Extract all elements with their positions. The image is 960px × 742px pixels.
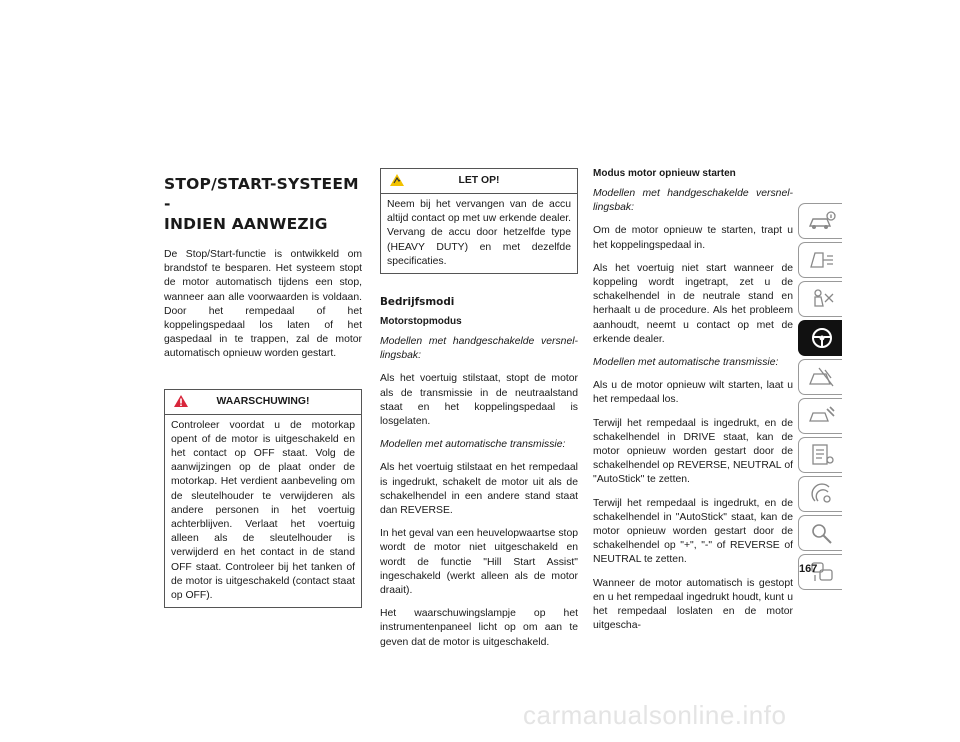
stop-mode-heading: Motorstopmodus [380, 316, 462, 328]
caution-box [380, 168, 578, 274]
stop-hill-text: In het geval van een heuvelopwaartse stop wordt de motor niet uitgeschakeld en wordt de functie "Hill Start Assist" ingeschakeld (werkt alleen als de motor draait). [380, 528, 578, 597]
warning-box [164, 389, 362, 609]
section-title-line2: INDIEN AANWEZIG [164, 215, 328, 233]
restart-auto-text1: Als u de motor opnieuw wilt starten, laat u het rempedaal los. [593, 380, 793, 406]
stop-auto-text: Als het voertuig stilstaat en het rempedaal is ingedrukt, schakelt de motor uit als de schakelhendel in een andere stand staat dan REVERSE. [380, 462, 578, 517]
column-middle [380, 168, 578, 659]
page-number: 167 [799, 563, 818, 575]
chapter-tabs [798, 203, 842, 593]
service-icon [807, 403, 837, 429]
tab-specifications[interactable] [798, 437, 842, 473]
tab-car-info[interactable] [798, 203, 842, 239]
restart-auto-text3: Terwijl het rempedaal is ingedrukt, en de schakelhendel in "AutoStick" staat, kan de motor opnieuw worden gestart door de schakelhendel op "+", "-" of REVERSE of NEUTRAL te zetten. [593, 497, 793, 566]
watermark: carmanualsonline.info [523, 700, 787, 730]
stop-lamp-text: Het waarschuwingslampje op het instrumentenpaneel licht op om aan te geven dat de motor is uitgeschakeld. [380, 608, 578, 648]
caution-text: Neem bij het vervangen van de accu altijd contact op met uw erkende dealer. Vervang de accu door hetzelfde type (HEAVY DUTY) en met dezelfde specificaties. [387, 199, 571, 267]
warning-lights-icon [807, 247, 837, 273]
tab-multimedia[interactable] [798, 476, 842, 512]
caution-box-header [381, 169, 577, 194]
tab-service[interactable] [798, 398, 842, 434]
section-title-line1: STOP/START-SYSTEEM - [164, 175, 359, 213]
tab-index[interactable] [798, 515, 842, 551]
multimedia-icon [807, 481, 837, 507]
column-right [593, 168, 793, 642]
restart-manual-text2: Als het voertuig niet start wanneer de koppeling wordt ingetrapt, zet u de schakelhendel in de neutrale stand en herhaalt u de procedure. Als het probleem aanhoudt, neemt u contact op met de erkende dealer. [593, 262, 793, 345]
restart-manual-label: Modellen met handgeschakelde versnellingsbak: [593, 188, 793, 214]
warning-text: Controleer voordat u de motorkap opent of de motor is uitgeschakeld en het contact op OFF staat. Volg de aanwijzingen op de plaat onder de motorkap. Het verdient aanbeveling om de sleutelhouder te verwijderen als andere personen in het voertuig achterblijven. Verlaat het voertuig alleen als de sleutelhouder is verwijderd en het contact in de stand OFF staat. Controleer bij het tanken of de motor is uitgeschakeld (contact staat op OFF). [171, 419, 355, 602]
restart-mode-heading: Modus motor opnieuw starten [593, 168, 736, 179]
tab-safety[interactable] [798, 281, 842, 317]
tab-emergency[interactable] [798, 359, 842, 395]
car-info-icon [807, 208, 837, 234]
intro-paragraph: De Stop/Start-functie is ontwikkeld om brandstof te besparen. Het systeem stopt de motor automatisch tijdens een stop, wanneer aan alle voorwaarden is voldaan. Door het rempedaal of het koppelingspedaal los laten of het gaspedaal in te trappen, zal de motor automatisch opnieuw worden gestart. [164, 249, 362, 360]
caution-label: LET OP! [458, 175, 500, 186]
restart-auto-text4: Wanneer de motor automatisch is gestopt en u het rempedaal ingedrukt houdt, kunt u het rempedaal loslaten en de motor uitgescha- [593, 577, 793, 632]
steering-wheel-icon [807, 325, 837, 351]
tab-starting-operating[interactable] [798, 320, 842, 356]
section-title [164, 174, 362, 234]
emergency-icon [807, 364, 837, 390]
restart-auto-label: Modellen met automatische transmissie: [593, 357, 779, 369]
stop-manual-label: Modellen met handgeschakelde versnellingsbak: [380, 336, 578, 362]
safety-icon [807, 286, 837, 312]
stop-auto-label: Modellen met automatische transmissie: [380, 439, 566, 451]
warning-label: WAARSCHUWING! [216, 395, 310, 407]
warning-box-header [165, 390, 361, 415]
specifications-icon [807, 442, 837, 468]
stop-manual-text: Als het voertuig stilstaat, stopt de motor als de transmissie in de neutraalstand staat en het koppelingspedaal is losgelaten. [380, 373, 578, 428]
column-left [164, 168, 362, 622]
restart-manual-text1: Om de motor opnieuw te starten, trapt u het koppelingspedaal in. [593, 225, 793, 251]
restart-auto-text2: Terwijl het rempedaal is ingedrukt, en de schakelhendel in DRIVE staat, kan de motor opnieuw worden gestart door de schakelhendel op REVERSE, NEUTRAL of "AutoStick" te zetten. [593, 417, 793, 486]
modes-heading: Bedrijfsmodi [380, 296, 455, 309]
index-search-icon [807, 520, 837, 546]
tab-warning-lights[interactable] [798, 242, 842, 278]
